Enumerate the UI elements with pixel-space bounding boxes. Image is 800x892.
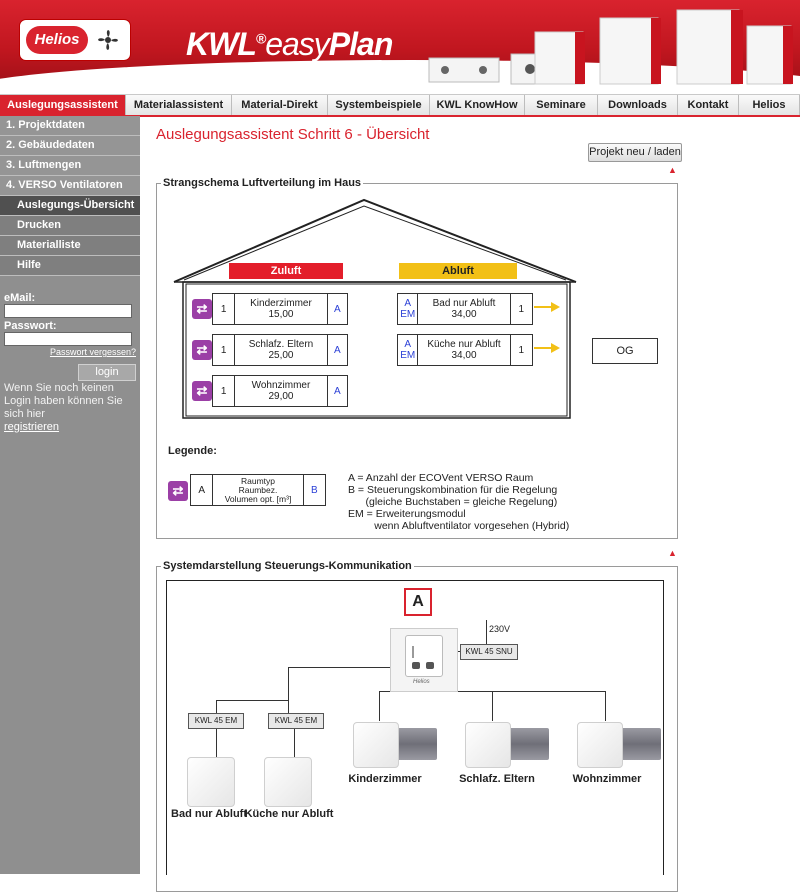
controller-brand: Helios: [413, 679, 430, 685]
exhaust-arrow-icon: [534, 301, 560, 313]
sidebar-item-gebaeudedaten[interactable]: 2. Gebäudedaten: [0, 136, 140, 156]
sidebar-item-hilfe[interactable]: Hilfe: [0, 256, 140, 276]
room-count: 1: [213, 294, 235, 324]
strangschema-legend: Strangschema Luftverteilung im Haus: [163, 177, 362, 189]
room-volume: 34,00: [451, 350, 477, 361]
room-volume: 25,00: [268, 350, 294, 361]
zuluft-room-kinderzimmer: [212, 293, 348, 325]
room-code: A: [333, 344, 341, 356]
login-hint: [0, 382, 140, 434]
legend-line1: Raumtyp: [241, 475, 276, 486]
fan-direction-icon[interactable]: ⇄: [192, 299, 212, 319]
room-label-schlafz-eltern: Schlafz. Eltern: [459, 773, 535, 785]
verso-tube: [393, 728, 437, 760]
helios-logo[interactable]: [20, 20, 130, 60]
sidebar-item-verso-ventilatoren[interactable]: 4. VERSO Ventilatoren: [0, 176, 140, 196]
nav-material-direkt[interactable]: Material-Direkt: [232, 95, 328, 115]
abluft-label: Abluft: [399, 263, 517, 279]
room-label-bad: Bad nur Abluft: [171, 808, 247, 820]
legend-text-line: A = Anzahl der ECOVent VERSO Raum: [348, 472, 534, 484]
room-name-volume: [418, 335, 510, 365]
legend-text-line: (gleiche Buchstaben = gleiche Regelung): [348, 496, 558, 508]
login-hint-text: Wenn Sie noch keinen Login haben können Sie sich hier: [4, 382, 123, 420]
abluft-room-kueche: [397, 334, 533, 366]
back-to-top-icon[interactable]: ▲: [668, 165, 677, 175]
room-label-kueche: Küche nur Abluft: [244, 808, 334, 820]
wire: [379, 691, 380, 721]
sidebar-item-auslegungs-uebersicht[interactable]: Auslegungs-Übersicht: [0, 196, 140, 216]
legend-fields: [213, 475, 303, 505]
fan-logo-icon: [94, 26, 122, 54]
room-name-volume: [418, 294, 510, 324]
zuluft-label: Zuluft: [229, 263, 343, 279]
app-title: KWL®easyPlan: [186, 26, 393, 62]
wire: [492, 691, 493, 721]
page-title: Auslegungsassistent Schritt 6 - Übersicht: [156, 126, 430, 143]
em-module-label: KWL 45 EM: [188, 713, 244, 729]
room-volume: 15,00: [268, 309, 294, 320]
nav-kontakt[interactable]: Kontakt: [678, 95, 739, 115]
nav-systembeispiele[interactable]: Systembeispiele: [328, 95, 430, 115]
zuluft-room-wohnzimmer: [212, 375, 348, 407]
floor-label: OG: [592, 338, 658, 364]
ventilation-units-image: [425, 8, 795, 88]
wire: [216, 727, 217, 757]
email-field[interactable]: [4, 304, 132, 318]
room-name-volume: [235, 294, 327, 324]
room-name: Schlafz. Eltern: [248, 339, 314, 350]
abluft-room-bad: [397, 293, 533, 325]
voltage-label: 230V: [489, 624, 511, 634]
exhaust-arrow-icon: [534, 342, 560, 354]
register-link[interactable]: registrieren: [4, 421, 60, 433]
room-count: 1: [518, 303, 525, 315]
nav-seminare[interactable]: Seminare: [525, 95, 598, 115]
legend-explanation: [348, 472, 569, 532]
room-volume: 34,00: [451, 309, 477, 320]
room-count: 1: [518, 344, 525, 356]
wire: [486, 620, 487, 644]
legend-title: Legende:: [168, 445, 217, 457]
main-nav: [0, 94, 800, 117]
sidebar-item-projektdaten[interactable]: 1. Projektdaten: [0, 116, 140, 136]
room-code: A: [333, 303, 341, 315]
room-name-volume: [235, 376, 327, 406]
controller-button: [412, 662, 420, 669]
room-label-kinderzimmer: Kinderzimmer: [348, 773, 422, 785]
legend-text-line: wenn Abluftventilator vorgesehen (Hybrid): [348, 520, 570, 532]
systemdarstellung-legend: Systemdarstellung Steuerungs-Kommunikation: [163, 560, 412, 572]
verso-unit-schlafz-eltern: [465, 722, 511, 768]
legend-a: A: [191, 475, 213, 505]
room-em: EM: [400, 309, 416, 320]
zuluft-room-schlafz-eltern: [212, 334, 348, 366]
back-to-top-icon[interactable]: ▲: [668, 548, 677, 558]
fan-direction-icon: ⇄: [168, 481, 188, 501]
wire: [288, 667, 289, 713]
legend-line3: Volumen opt. [m³]: [224, 493, 292, 504]
legend-text-line: B = Steuerungskombination für die Regelung: [348, 484, 558, 496]
nav-kwl-knowhow[interactable]: KWL KnowHow: [430, 95, 525, 115]
em-module-label: KWL 45 EM: [268, 713, 324, 729]
controller-panel: [405, 635, 443, 677]
room-code: A: [333, 385, 341, 397]
room-name: Küche nur Abluft: [427, 339, 501, 350]
wire: [216, 700, 289, 701]
login-button[interactable]: login: [78, 364, 136, 381]
room-volume: 29,00: [268, 391, 294, 402]
controller-led-bar: [412, 646, 414, 658]
nav-materialassistent[interactable]: Materialassistent: [126, 95, 232, 115]
wire: [216, 700, 217, 713]
login-form: [0, 292, 140, 434]
legend-text-line: EM = Erweiterungsmodul: [348, 508, 466, 520]
verso-unit-kinderzimmer: [353, 722, 399, 768]
fan-direction-icon[interactable]: ⇄: [192, 340, 212, 360]
nav-auslegungsassistent[interactable]: Auslegungsassistent: [0, 95, 126, 115]
verso-unit-wohnzimmer: [577, 722, 623, 768]
nav-downloads[interactable]: Downloads: [598, 95, 678, 115]
room-code: [398, 294, 418, 324]
forgot-password-link[interactable]: Passwort vergessen?: [49, 347, 136, 357]
room-name: Bad nur Abluft: [432, 298, 496, 309]
room-em: EM: [400, 350, 416, 361]
verso-tube: [617, 728, 661, 760]
wire: [288, 667, 390, 668]
fan-direction-icon[interactable]: ⇄: [192, 381, 212, 401]
sidebar-item-luftmengen[interactable]: 3. Luftmengen: [0, 156, 140, 176]
room-count: 1: [213, 376, 235, 406]
sidebar-item-drucken[interactable]: Drucken: [0, 216, 140, 236]
room-name-volume: [235, 335, 327, 365]
exhaust-fan-kueche: [264, 757, 312, 807]
room-code: [398, 335, 418, 365]
sidebar: [0, 116, 140, 874]
room-code-letter: A: [404, 339, 412, 350]
room-name: Wohnzimmer: [251, 380, 311, 391]
project-new-load-button[interactable]: Projekt neu / laden: [588, 143, 682, 162]
email-label: eMail:: [4, 292, 36, 304]
nav-helios[interactable]: Helios: [739, 95, 800, 115]
legend-box: [190, 474, 326, 506]
wire: [294, 727, 295, 757]
central-controller: [390, 628, 458, 692]
password-field[interactable]: [4, 332, 132, 346]
sidebar-item-materialliste[interactable]: Materialliste: [0, 236, 140, 256]
legend-line2: Raumbez.: [238, 484, 278, 495]
password-label: Passwort:: [4, 320, 57, 332]
snu-module-label: KWL 45 SNU: [460, 644, 518, 660]
controller-button: [426, 662, 434, 669]
control-group-badge: A: [404, 588, 432, 616]
room-code-letter: A: [404, 298, 412, 309]
room-count: 1: [213, 335, 235, 365]
logo-text: Helios: [26, 26, 88, 54]
header-banner: [0, 0, 800, 92]
room-label-wohnzimmer: Wohnzimmer: [572, 773, 642, 785]
legend-b: B: [311, 484, 318, 496]
room-name: Kinderzimmer: [250, 298, 312, 309]
verso-tube: [505, 728, 549, 760]
exhaust-fan-bad: [187, 757, 235, 807]
wire: [605, 691, 606, 721]
